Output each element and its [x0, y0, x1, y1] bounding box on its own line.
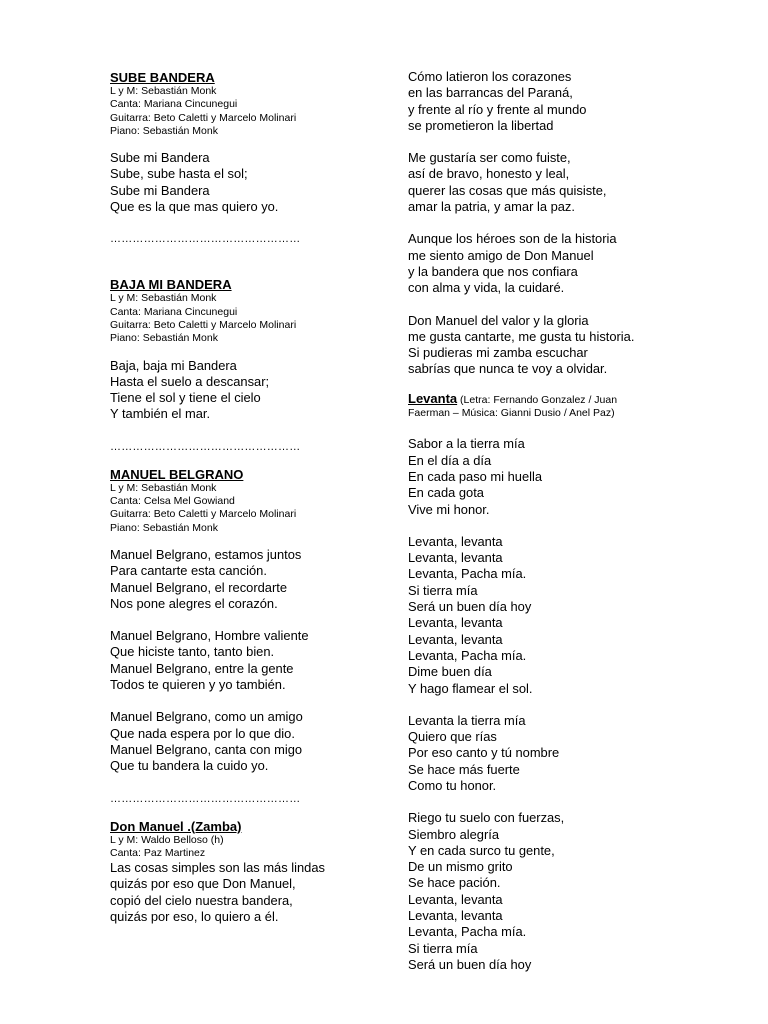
lyric-line: Manuel Belgrano, entre la gente [110, 660, 294, 676]
lyric-line: en las barrancas del Paraná, [408, 85, 573, 101]
song-don-manuel [110, 819, 380, 926]
lyric-line: Vive mi honor. [408, 501, 490, 517]
credit-line: Piano: Sebastián Monk [110, 332, 218, 345]
credit-line: Canta: Mariana Cincunegui [110, 98, 238, 111]
lyric-line: Baja, baja mi Bandera [110, 357, 237, 373]
verse [408, 313, 748, 378]
lyric-line: me siento amigo de Don Manuel [408, 247, 594, 263]
lyric-line: quizás por eso, lo quiero a él. [110, 908, 279, 924]
credit-line: Guitarra: Beto Caletti y Marcelo Molinari [110, 508, 297, 521]
separator: …………………………………………… [110, 440, 301, 453]
lyric-line: Sube mi Bandera [110, 182, 210, 198]
verse [408, 436, 748, 517]
song-title: Don Manuel .(Zamba) [110, 818, 242, 834]
lyric-line: Sabor a la tierra mía [408, 436, 525, 452]
credit-line: Guitarra: Beto Caletti y Marcelo Molinari [110, 111, 297, 124]
verse [110, 709, 380, 774]
lyric-line: Se hace más fuerte [408, 761, 520, 777]
lyric-line: sabrías que nunca te voy a olvidar. [408, 361, 608, 377]
lyric-line: Será un buen día hoy [408, 956, 532, 972]
lyric-line: Sube mi Bandera [110, 150, 210, 166]
credit-line: Piano: Sebastián Monk [110, 124, 218, 137]
lyric-line: En cada gota [408, 485, 484, 501]
lyric-line: se prometieron la libertad [408, 117, 554, 133]
lyric-line: Manuel Belgrano, canta con migo [110, 741, 303, 757]
song-credits: Faerman – Música: Gianni Dusio / Anel Paz) [408, 407, 615, 420]
lyric-line: Y en cada surco tu gente, [408, 842, 555, 858]
credit-line: Canta: Paz Martinez [110, 846, 206, 859]
lyric-line: Manuel Belgrano, el recordarte [110, 579, 287, 595]
left-column [110, 70, 380, 925]
song-heading [408, 392, 748, 421]
lyric-line: Manuel Belgrano, Hombre valiente [110, 628, 309, 644]
credit-line: L y M: Waldo Belloso (h) [110, 833, 224, 846]
lyric-line: En el día a día [408, 452, 492, 468]
lyric-line: Cómo latieron los corazones [408, 69, 572, 84]
lyric-line: Manuel Belgrano, estamos juntos [110, 546, 302, 562]
lyric-line: Y hago flamear el sol. [408, 680, 533, 696]
lyric-line: Me gustaría ser como fuiste, [408, 150, 571, 166]
lyric-line: quizás por eso que Don Manuel, [110, 876, 296, 892]
credit-line: L y M: Sebastián Monk [110, 481, 217, 494]
credit-line: L y M: Sebastián Monk [110, 292, 217, 305]
song-levanta [408, 392, 748, 974]
separator: …………………………………………… [110, 233, 301, 246]
lyric-line: con alma y vida, la cuidaré. [408, 280, 565, 296]
verse [408, 150, 748, 215]
lyric-line: Dime buen día [408, 664, 492, 680]
verse [408, 810, 748, 973]
lyric-line: Si tierra mía [408, 582, 478, 598]
verse [110, 547, 380, 612]
credit-line: Canta: Celsa Mel Gowiand [110, 495, 235, 508]
separator: …………………………………………… [110, 792, 301, 805]
song-don-manuel-continued [408, 69, 748, 378]
lyric-line: Las cosas simples son las más lindas [110, 860, 325, 876]
credit-line: Guitarra: Beto Caletti y Marcelo Molinari [110, 318, 297, 331]
lyric-line: y la bandera que nos confiara [408, 263, 578, 279]
lyric-line: Levanta, levanta [408, 908, 503, 924]
lyric-line: Levanta, levanta [408, 631, 503, 647]
credit-line: L y M: Sebastián Monk [110, 85, 217, 97]
verse [408, 713, 748, 794]
lyric-line: Sube, sube hasta el sol; [110, 166, 248, 182]
lyric-line: Todos te quieren y yo también. [110, 677, 286, 693]
lyric-line: así de bravo, honesto y leal, [408, 166, 570, 182]
credit-line: Canta: Mariana Cincunegui [110, 305, 238, 318]
lyric-line: Levanta, Pacha mía. [408, 924, 527, 940]
lyric-line: Que nada espera por lo que dio. [110, 725, 295, 741]
lyric-line: Si pudieras mi zamba escuchar [408, 345, 588, 361]
lyric-line: Manuel Belgrano, como un amigo [110, 709, 303, 725]
lyric-line: Que hiciste tanto, tanto bien. [110, 644, 275, 660]
lyric-line: Levanta, levanta [408, 615, 503, 631]
lyric-line: Riego tu suelo con fuerzas, [408, 810, 565, 826]
lyric-line: y frente al río y frente al mundo [408, 101, 587, 117]
verse [408, 69, 748, 134]
verse [110, 150, 380, 215]
verse [408, 231, 748, 296]
lyric-line: Será un buen día hoy [408, 599, 532, 615]
lyric-line: Levanta, levanta [408, 533, 503, 549]
lyric-line: Se hace pación. [408, 875, 501, 891]
song-title: BAJA MI BANDERA [110, 277, 232, 293]
lyric-line: Tiene el sol y tiene el cielo [110, 390, 261, 406]
lyric-line: Para cantarte esta canción. [110, 563, 267, 579]
lyric-line: Quiero que rías [408, 729, 497, 745]
song-title: Levanta [408, 390, 458, 406]
lyric-line: Levanta, levanta [408, 891, 503, 907]
lyric-line: Que es la que mas quiero yo. [110, 199, 279, 215]
song-credits [110, 85, 380, 138]
song-title: MANUEL BELGRANO [110, 466, 244, 482]
song-credits [110, 834, 380, 861]
lyric-line: Aunque los héroes son de la historia [408, 231, 617, 247]
lyric-line: Por eso canto y tú nombre [408, 745, 560, 761]
lyric-line: Hasta el suelo a descansar; [110, 373, 270, 389]
lyric-line: me gusta cantarte, me gusta tu historia. [408, 328, 635, 344]
verse [110, 358, 380, 423]
verse [408, 534, 748, 697]
lyric-line: Levanta la tierra mía [408, 712, 526, 728]
lyric-line: querer las cosas que más quisiste, [408, 182, 607, 198]
lyric-line: copió del cielo nuestra bandera, [110, 892, 293, 908]
lyric-line: Que tu bandera la cuido yo. [110, 758, 269, 774]
lyric-line: Levanta, Pacha mía. [408, 566, 527, 582]
lyric-line: Si tierra mía [408, 940, 478, 956]
lyric-line: Siembro alegría [408, 826, 499, 842]
right-column [408, 69, 748, 973]
lyric-line: Don Manuel del valor y la gloria [408, 312, 589, 328]
song-manuel-belgrano [110, 467, 380, 775]
lyric-line: Como tu honor. [408, 777, 497, 793]
lyric-line: Levanta, levanta [408, 550, 503, 566]
lyric-line: De un mismo grito [408, 859, 513, 875]
song-title: SUBE BANDERA [110, 70, 215, 85]
verse [110, 628, 380, 693]
song-baja-mi-bandera [110, 277, 380, 422]
song-sube-bandera [110, 70, 380, 215]
song-credits [110, 482, 380, 535]
lyric-line: En cada paso mi huella [408, 468, 543, 484]
lyric-line: Y también el mar. [110, 406, 211, 422]
credit-line: Piano: Sebastián Monk [110, 521, 218, 534]
lyric-line: amar la patria, y amar la paz. [408, 199, 575, 215]
song-credits: (Letra: Fernando Gonzalez / Juan [457, 393, 618, 406]
lyric-line: Nos pone alegres el corazón. [110, 595, 278, 611]
verse [110, 860, 380, 925]
song-credits [110, 292, 380, 345]
lyric-line: Levanta, Pacha mía. [408, 647, 527, 663]
